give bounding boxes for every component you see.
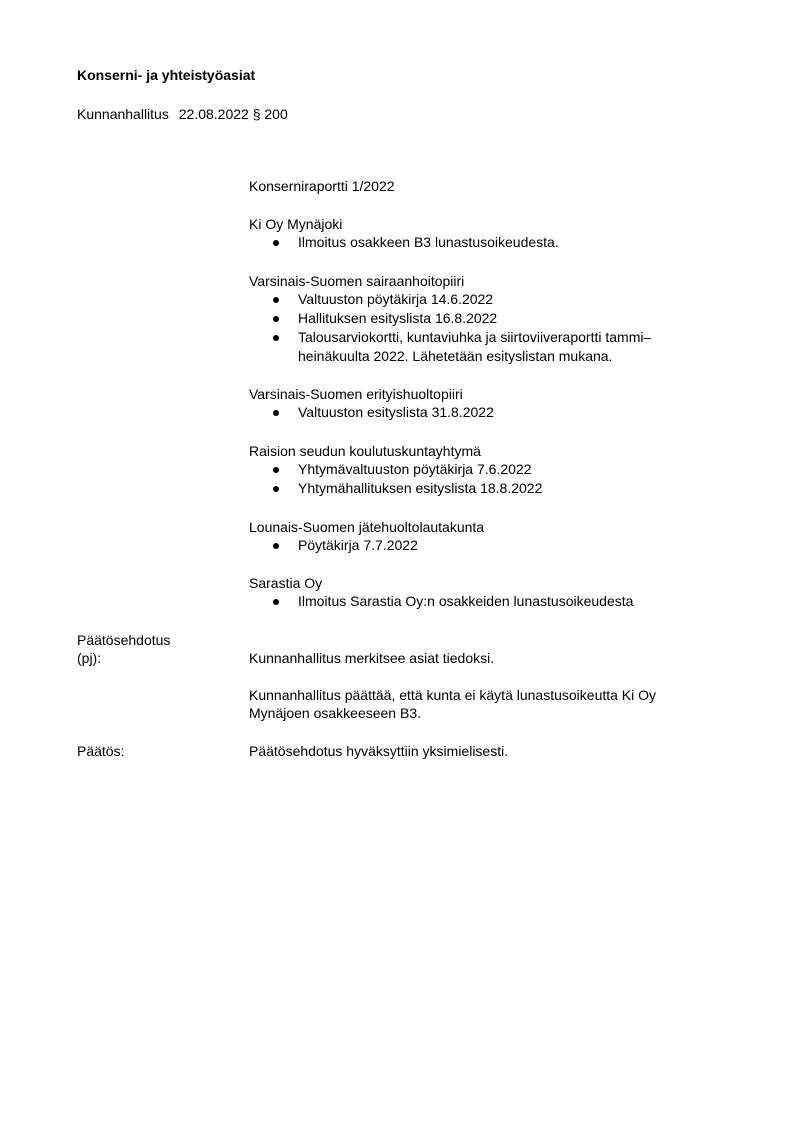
bullet-icon [273, 316, 279, 322]
proposal-text-2: Kunnanhallitus päättää, että kunta ei käytä lunastusoikeutta Ki Oy Mynäjoen osakkeeseen B3. [249, 687, 657, 721]
bullet-icon [273, 599, 279, 605]
proposal-label [77, 631, 170, 667]
meeting-reference: 22.08.2022 § 200 [178, 106, 288, 122]
list-item: Pöytäkirja 7.7.2022 [249, 536, 719, 555]
decision-text: Päätösehdotus hyväksyttiin yksimielisesti. [249, 743, 509, 759]
section-raision-seudun [249, 442, 719, 498]
bullet-icon [273, 297, 279, 303]
bullet-list [249, 233, 719, 252]
list-item: Hallituksen esityslista 16.8.2022 [249, 309, 719, 328]
bullet-list [249, 460, 719, 498]
document-title: Konserni- ja yhteistyöasiat [77, 67, 256, 83]
list-item: Yhtymähallituksen esityslista 18.8.2022 [249, 479, 719, 498]
decision-label: Päätös: [77, 743, 125, 759]
meeting-line [77, 106, 288, 122]
list-item: Ilmoitus osakkeen B3 lunastusoikeudesta. [249, 233, 719, 252]
section-vs-erityishuoltopiiri [249, 385, 719, 422]
bullet-icon [273, 486, 279, 492]
section-heading: Varsinais-Suomen erityishuoltopiiri [249, 386, 463, 402]
proposal-label-line2: (pj): [77, 650, 102, 666]
bullet-list [249, 592, 719, 611]
section-heading: Lounais-Suomen jätehuoltolautakunta [249, 519, 485, 535]
list-item: Talousarviokortti, kuntaviuhka ja siirtoviiveraportti tammi–heinäkuulta 2022. Lähetetään esityslistan mukana. [249, 328, 719, 366]
bullet-icon [273, 467, 279, 473]
bullet-icon [273, 240, 279, 246]
section-lounais-suomen [249, 518, 719, 555]
proposal-label-line1: Päätösehdotus [77, 632, 171, 648]
list-item: Valtuuston esityslista 31.8.2022 [249, 403, 719, 422]
list-item: Ilmoitus Sarastia Oy:n osakkeiden lunastusoikeudesta [249, 592, 719, 611]
bullet-list [249, 536, 719, 555]
section-heading: Varsinais-Suomen sairaanhoitopiiri [249, 273, 465, 289]
section-heading: Raision seudun koulutuskuntayhtymä [249, 443, 481, 459]
bullet-icon [273, 410, 279, 416]
proposal-text-1: Kunnanhallitus merkitsee asiat tiedoksi. [249, 650, 495, 666]
section-heading: Sarastia Oy [249, 575, 323, 591]
meeting-body: Kunnanhallitus [77, 106, 169, 122]
bullet-icon [273, 543, 279, 549]
report-title: Konserniraportti 1/2022 [249, 178, 395, 194]
section-heading: Ki Oy Mynäjoki [249, 216, 343, 232]
bullet-list [249, 290, 719, 366]
list-item: Valtuuston pöytäkirja 14.6.2022 [249, 290, 719, 309]
bullet-icon [273, 335, 279, 341]
section-ki-oy-mynajoki [249, 215, 719, 252]
section-sarastia [249, 574, 719, 611]
list-item: Yhtymävaltuuston pöytäkirja 7.6.2022 [249, 460, 719, 479]
section-vs-sairaanhoitopiiri [249, 272, 719, 366]
bullet-list [249, 403, 719, 422]
